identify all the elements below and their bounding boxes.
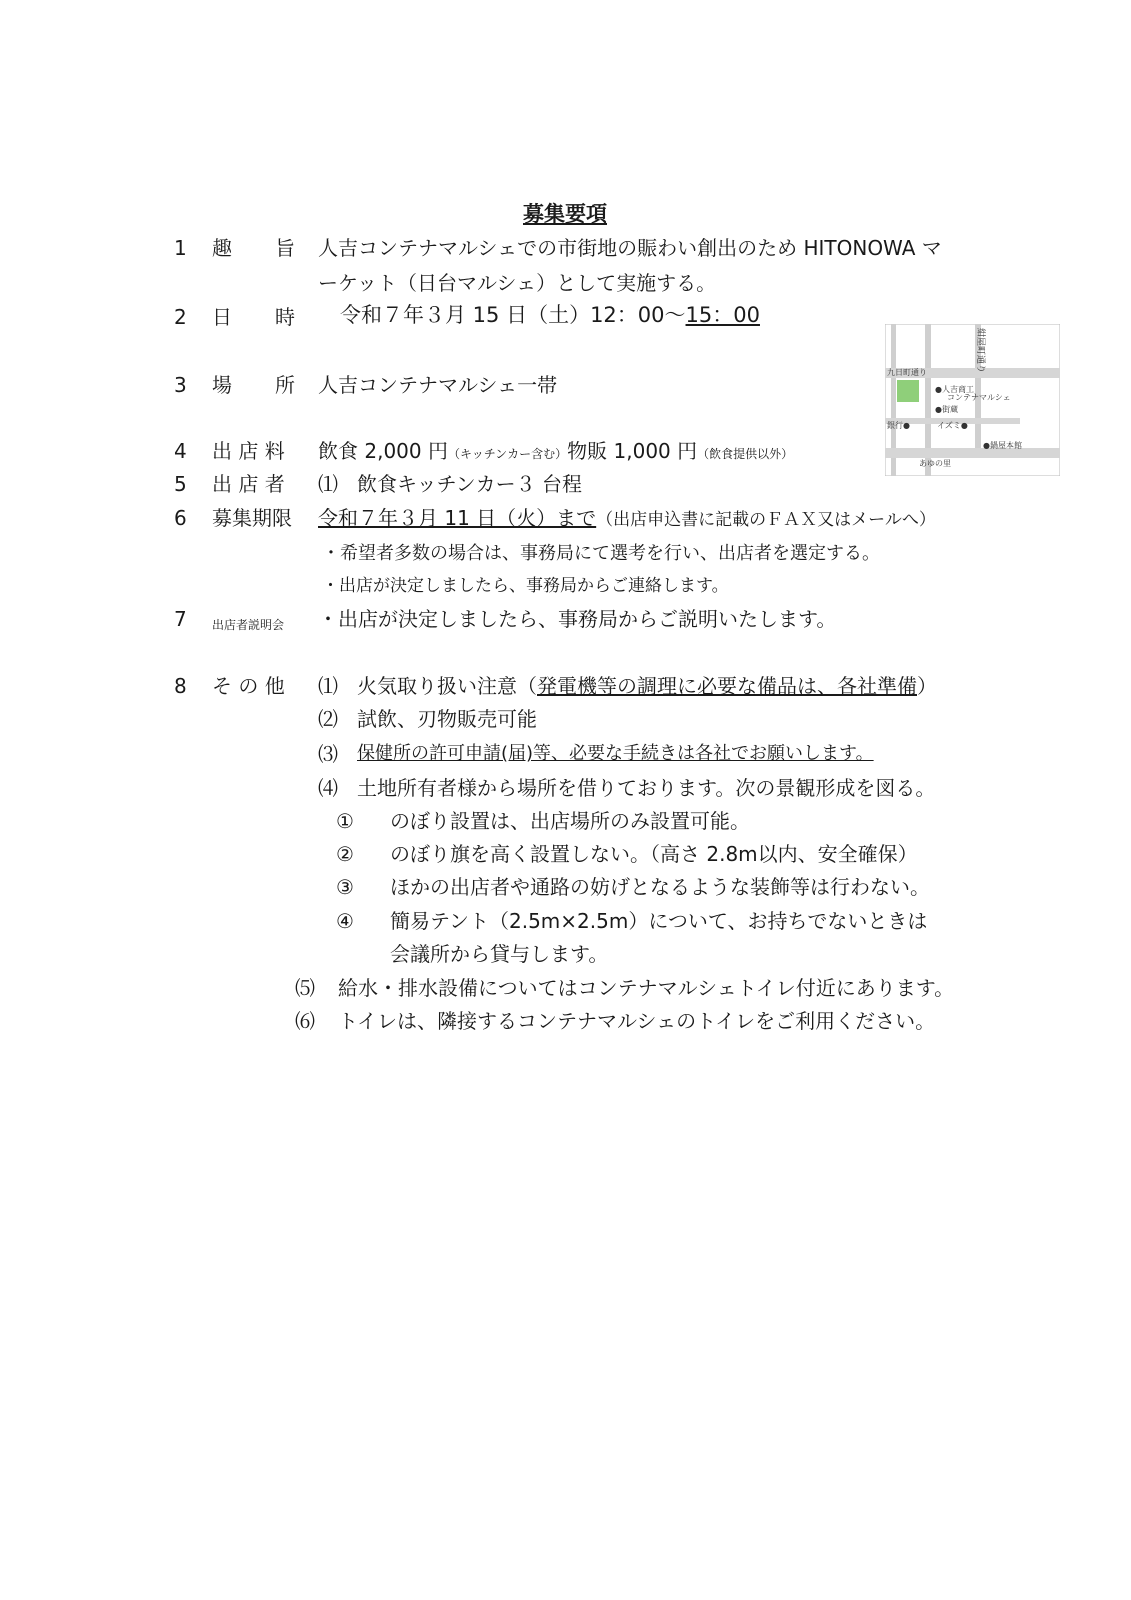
map-label: コンテナマルシェ	[947, 393, 1011, 402]
map-label: イズミ●	[937, 421, 968, 430]
item-3-number: 3	[174, 373, 187, 397]
item-6-text	[318, 505, 936, 533]
item-2-date-start: 令和７年３月 15 日（土）12：00～	[340, 303, 686, 327]
item-4-food-fee: 飲食 2,000 円	[318, 439, 448, 463]
map-road-label: 紺屋町通り	[975, 328, 985, 374]
item-7-number: 7	[174, 607, 187, 631]
item-8-4-1-text: のぼり設置は、出店場所のみ設置可能。	[390, 809, 750, 833]
item-5-mark: ⑴	[318, 472, 338, 496]
item-8-4-3-mark: ③	[336, 875, 354, 899]
item-8-3-mark: ⑶	[318, 742, 338, 766]
item-5-text: 飲食キッチンカー３ 台程	[357, 472, 582, 496]
item-5-label: 出 店 者	[212, 472, 285, 496]
document-title: 募集要項	[523, 202, 607, 226]
item-6-number: 6	[174, 506, 187, 530]
item-6-label: 募集期限	[212, 506, 292, 530]
item-1-number: 1	[174, 236, 187, 260]
map-label: あゆの里	[919, 459, 951, 468]
map-label: ●人吉商工	[935, 385, 974, 394]
item-8-4-3-text: ほかの出店者や通路の妨げとなるような装飾等は行わない。	[390, 875, 930, 899]
item-8-2-mark: ⑵	[318, 707, 338, 731]
item-4-food-note: （キッチンカー含む）	[447, 447, 568, 461]
map-road-label: 九日町通り	[887, 368, 927, 377]
item-8-4-4-text-line1: 簡易テント（2.5m×2.5m）について、お持ちでないときは	[390, 909, 928, 933]
item-6-bullet-2: ・出店が決定しましたら、事務局からご連絡します。	[322, 576, 729, 596]
map-label: 銀行●	[887, 421, 910, 430]
item-7-text: ・出店が決定しましたら、事務局からご説明いたします。	[318, 607, 837, 631]
item-8-4-mark: ⑷	[318, 776, 338, 800]
item-4-label: 出 店 料	[212, 439, 285, 463]
item-6-deadline: 令和７年３月 11 日（火）まで	[318, 506, 597, 530]
map-road	[885, 448, 1060, 458]
item-8-6-text: トイレは、隣接するコンテナマルシェのトイレをご利用ください。	[338, 1009, 936, 1033]
item-8-label: そ の 他	[212, 674, 285, 698]
item-4-number: 4	[174, 439, 187, 463]
item-4-text	[318, 438, 793, 467]
item-8-4-2-mark: ②	[336, 842, 354, 866]
item-2-date	[340, 302, 760, 328]
item-3-text: 人吉コンテナマルシェ一帯	[318, 373, 558, 397]
item-6-bullet-1: ・希望者多数の場合は、事務局にて選考を行い、出店者を選定する。	[322, 543, 880, 564]
item-1-label-b: 旨	[275, 236, 295, 260]
item-7-label: 出店者説明会	[212, 618, 285, 632]
item-6-submit-note: （出店申込書に記載のＦＡＸ又はメールへ）	[596, 510, 936, 530]
item-3-label-a: 場	[212, 373, 232, 397]
venue-map	[885, 324, 1060, 476]
item-2-number: 2	[174, 305, 187, 329]
item-8-number: 8	[174, 674, 187, 698]
item-5-number: 5	[174, 472, 187, 496]
map-venue-block	[897, 380, 919, 402]
item-8-1-text-b: 発電機等の調理に必要な備品は、各社準備	[537, 674, 917, 698]
item-8-4-4-text-line2: 会議所から貸与します。	[390, 942, 609, 966]
item-8-1-mark: ⑴	[318, 674, 338, 698]
item-8-4-1-mark: ①	[336, 809, 354, 833]
item-1-text-line2: ーケット（日台マルシェ）として実施する。	[318, 271, 717, 295]
item-8-4-2-text: のぼり旗を高く設置しない。（高さ 2.8m以内、安全確保）	[390, 842, 918, 866]
item-8-2-text: 試飲、刃物販売可能	[357, 707, 537, 731]
item-8-4-text: 土地所有者様から場所を借りております。次の景観形成を図る。	[357, 776, 936, 800]
map-label: ●街蔵	[935, 405, 958, 414]
item-3-label-b: 所	[275, 373, 295, 397]
item-8-4-4-mark: ④	[336, 909, 354, 933]
item-8-1-text-a: 火気取り扱い注意（	[357, 674, 537, 698]
item-8-5-mark: ⑸	[295, 976, 315, 1000]
item-8-1-text-c: ）	[917, 674, 937, 698]
item-8-1-text	[357, 673, 937, 699]
item-1-text-line1: 人吉コンテナマルシェでの市街地の賑わい創出のため HITONOWA マ	[318, 236, 942, 260]
map-label: ●鍋屋本館	[983, 441, 1022, 450]
item-4-goods-note: （飲食提供以外）	[697, 447, 794, 461]
item-8-6-mark: ⑹	[295, 1009, 315, 1033]
item-4-goods-fee: 物販 1,000 円	[567, 439, 698, 463]
item-8-3-text: 保健所の許可申請(届)等、必要な手続きは各社でお願いします。	[357, 743, 874, 764]
item-2-label-b: 時	[275, 305, 295, 329]
item-8-5-text: 給水・排水設備についてはコンテナマルシェトイレ付近にあります。	[338, 976, 955, 1000]
item-2-label-a: 日	[212, 305, 232, 329]
item-1-label-a: 趣	[212, 236, 232, 260]
item-2-date-end: 15：00	[685, 303, 760, 327]
